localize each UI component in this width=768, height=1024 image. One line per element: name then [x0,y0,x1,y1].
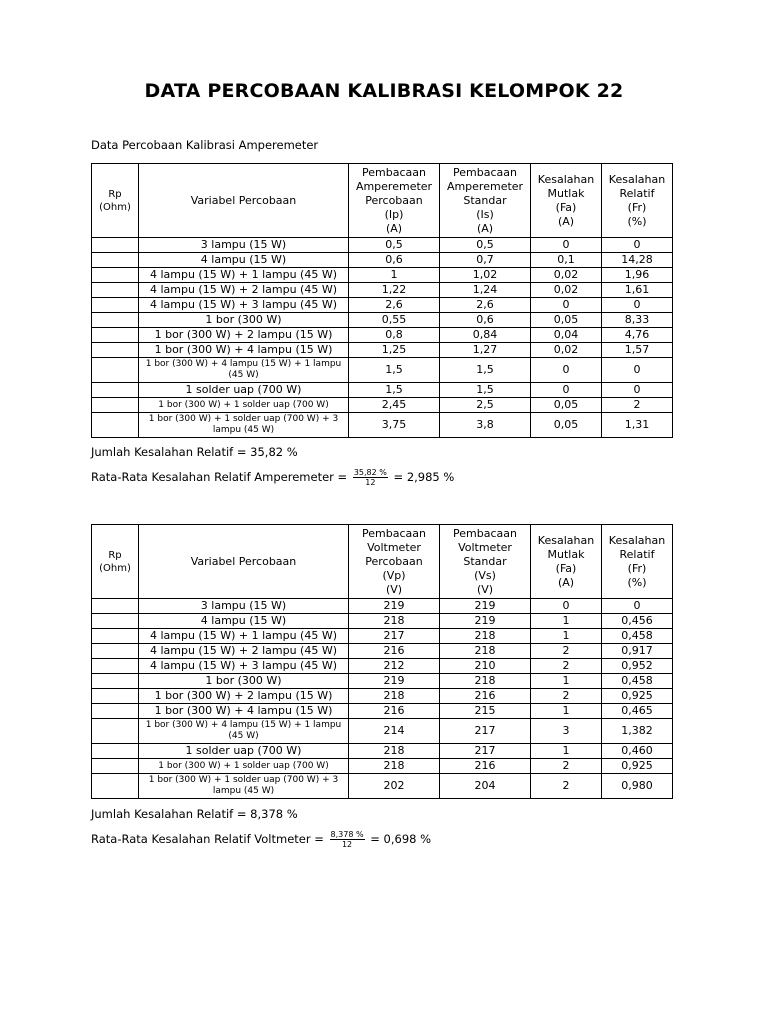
header-line: (Fa) [555,200,577,214]
amperemeter-sum: Jumlah Kesalahan Relatif = 35,82 % [91,445,298,459]
cell-a: 2,6 [349,298,440,313]
cell-a: 218 [349,614,440,629]
cell-a: 3,75 [349,413,440,438]
cell-var: 1 bor (300 W) [139,674,349,689]
cell-a: 216 [349,644,440,659]
rp-cell [92,719,139,744]
cell-fr: 0,925 [602,689,673,704]
voltmeter-average [91,830,431,849]
header-line: Percobaan [365,554,423,568]
header-line: (%) [627,214,647,228]
cell-var: 3 lampu (15 W) [139,599,349,614]
cell-fr: 1,57 [602,343,673,358]
cell-a: 0,5 [349,238,440,253]
cell-var: 1 bor (300 W) + 4 lampu (15 W) + 1 lampu (45 W) [139,719,349,744]
table-row [92,629,673,644]
cell-fr: 1,96 [602,268,673,283]
amperemeter-average-result: = 2,985 % [393,470,455,484]
table-row [92,614,673,629]
header-line: Pembacaan [362,526,426,540]
cell-var: 4 lampu (15 W) [139,614,349,629]
header-line: Percobaan [365,193,423,207]
header-line: (A) [385,221,403,235]
cell-fa: 1 [531,629,602,644]
amperemeter-average [91,468,454,487]
header-c4 [440,525,531,599]
table-row [92,268,673,283]
voltmeter-table [91,524,673,799]
cell-fa: 2 [531,659,602,674]
cell-fa: 0 [531,383,602,398]
header-line: (Fa) [555,561,577,575]
cell-var: 1 bor (300 W) + 2 lampu (15 W) [139,328,349,343]
rp-cell [92,268,139,283]
rp-cell [92,629,139,644]
cell-var: 1 solder uap (700 W) [139,383,349,398]
cell-fa: 0,04 [531,328,602,343]
header-line: Standar [463,554,507,568]
table-row [92,253,673,268]
cell-a: 216 [349,704,440,719]
cell-b: 2,6 [440,298,531,313]
rp-cell [92,383,139,398]
cell-var: 1 bor (300 W) + 1 solder uap (700 W) + 3 lampu (45 W) [139,413,349,438]
cell-b: 218 [440,629,531,644]
header-line: Amperemeter [446,179,524,193]
cell-fr: 0,952 [602,659,673,674]
cell-fa: 1 [531,614,602,629]
table-row [92,774,673,799]
rp-cell [92,358,139,383]
header-line: Voltmeter [458,540,512,554]
header-line: (Ohm) [99,201,131,213]
cell-fa: 0,02 [531,268,602,283]
header-line: Pembacaan [453,165,517,179]
header-line: Amperemeter [355,179,433,193]
table-row [92,704,673,719]
cell-var: 4 lampu (15 W) [139,253,349,268]
cell-a: 217 [349,629,440,644]
rp-cell [92,674,139,689]
header-line: Pembacaan [362,165,426,179]
cell-fr: 0,917 [602,644,673,659]
header-line: (Fr) [627,200,647,214]
header-c6 [602,525,673,599]
cell-var: 4 lampu (15 W) + 2 lampu (45 W) [139,644,349,659]
cell-b: 219 [440,614,531,629]
header-line: Relatif [619,186,655,200]
table-row [92,759,673,774]
rp-cell [92,774,139,799]
voltmeter-sum: Jumlah Kesalahan Relatif = 8,378 % [91,807,298,821]
cell-b: 1,24 [440,283,531,298]
header-c5 [531,164,602,238]
cell-b: 0,6 [440,313,531,328]
rp-cell [92,298,139,313]
rp-cell [92,313,139,328]
header-c3 [349,525,440,599]
cell-fr: 0,465 [602,704,673,719]
cell-fa: 1 [531,704,602,719]
cell-b: 204 [440,774,531,799]
header-line: (Vp) [382,568,406,582]
cell-a: 218 [349,689,440,704]
cell-b: 3,8 [440,413,531,438]
cell-b: 218 [440,644,531,659]
cell-fa: 2 [531,689,602,704]
cell-fr: 2 [602,398,673,413]
table-row [92,328,673,343]
cell-var: 1 solder uap (700 W) [139,744,349,759]
cell-a: 1,25 [349,343,440,358]
cell-a: 0,6 [349,253,440,268]
cell-b: 210 [440,659,531,674]
cell-fa: 0 [531,358,602,383]
cell-fa: 0,05 [531,313,602,328]
cell-a: 1,5 [349,383,440,398]
cell-b: 218 [440,674,531,689]
cell-var: 1 bor (300 W) + 4 lampu (15 W) [139,704,349,719]
cell-a: 1,5 [349,358,440,383]
cell-var: 1 bor (300 W) + 2 lampu (15 W) [139,689,349,704]
cell-b: 219 [440,599,531,614]
header-line: (V) [385,582,403,596]
table-row [92,413,673,438]
voltmeter-average-fraction [330,830,365,849]
header-line: (A) [557,575,575,589]
header-line: Kesalahan [608,172,666,186]
cell-fr: 0 [602,358,673,383]
header-line: Standar [463,193,507,207]
header-line: (V) [476,582,494,596]
rp-cell [92,599,139,614]
cell-a: 202 [349,774,440,799]
table-row [92,644,673,659]
cell-var: 4 lampu (15 W) + 2 lampu (45 W) [139,283,349,298]
cell-a: 1,22 [349,283,440,298]
cell-fa: 0,05 [531,413,602,438]
cell-b: 0,84 [440,328,531,343]
table-row [92,238,673,253]
cell-fa: 0 [531,599,602,614]
cell-fa: 1 [531,744,602,759]
cell-b: 1,5 [440,358,531,383]
cell-fr: 0,460 [602,744,673,759]
cell-var: 1 bor (300 W) [139,313,349,328]
rp-cell [92,614,139,629]
header-line: Rp [108,188,122,200]
rp-cell [92,253,139,268]
header-line: Kesalahan [537,172,595,186]
cell-a: 2,45 [349,398,440,413]
header-c4 [440,164,531,238]
header-c6 [602,164,673,238]
header-line: Kesalahan [537,533,595,547]
cell-fr: 0 [602,599,673,614]
rp-cell [92,689,139,704]
cell-fr: 1,382 [602,719,673,744]
cell-fa: 0,1 [531,253,602,268]
header-line: (A) [476,221,494,235]
header-var: Variabel Percobaan [139,525,349,599]
header-line: Mutlak [547,547,585,561]
cell-fa: 0,02 [531,343,602,358]
cell-fr: 1,61 [602,283,673,298]
cell-fa: 1 [531,674,602,689]
cell-var: 1 bor (300 W) + 1 solder uap (700 W) [139,759,349,774]
cell-b: 0,5 [440,238,531,253]
cell-b: 0,7 [440,253,531,268]
cell-fa: 2 [531,644,602,659]
cell-b: 216 [440,759,531,774]
rp-cell [92,659,139,674]
rp-cell [92,238,139,253]
page-title: DATA PERCOBAAN KALIBRASI KELOMPOK 22 [144,80,624,102]
cell-fa: 0,02 [531,283,602,298]
header-line: Rp [108,549,122,561]
header-line: Relatif [619,547,655,561]
table-row [92,689,673,704]
cell-fr: 1,31 [602,413,673,438]
rp-cell [92,413,139,438]
cell-b: 217 [440,744,531,759]
cell-a: 0,8 [349,328,440,343]
cell-b: 1,27 [440,343,531,358]
cell-b: 216 [440,689,531,704]
table-row [92,283,673,298]
table-row [92,298,673,313]
cell-a: 218 [349,744,440,759]
cell-fr: 0,925 [602,759,673,774]
fraction-numerator: 8,378 % [330,830,364,839]
header-c5 [531,525,602,599]
table-row [92,343,673,358]
table-row [92,313,673,328]
header-line: Pembacaan [453,526,517,540]
header-rp [92,525,139,599]
header-line: (A) [557,214,575,228]
cell-var: 4 lampu (15 W) + 1 lampu (45 W) [139,268,349,283]
cell-fr: 0,458 [602,674,673,689]
fraction-denominator: 12 [341,840,353,849]
rp-cell [92,343,139,358]
amperemeter-table [91,163,673,438]
cell-fa: 0,05 [531,398,602,413]
cell-fr: 0 [602,383,673,398]
amperemeter-average-fraction [353,468,388,487]
cell-fr: 8,33 [602,313,673,328]
fraction-denominator: 12 [365,478,376,487]
header-c3 [349,164,440,238]
header-line: (Ohm) [99,562,131,574]
section-subtitle: Data Percobaan Kalibrasi Amperemeter [91,138,319,152]
rp-cell [92,704,139,719]
rp-cell [92,644,139,659]
cell-fa: 3 [531,719,602,744]
cell-a: 219 [349,599,440,614]
table-row [92,358,673,383]
cell-b: 1,5 [440,383,531,398]
cell-a: 218 [349,759,440,774]
cell-a: 212 [349,659,440,674]
rp-cell [92,744,139,759]
table-row [92,383,673,398]
cell-a: 0,55 [349,313,440,328]
cell-fr: 4,76 [602,328,673,343]
cell-var: 4 lampu (15 W) + 3 lampu (45 W) [139,659,349,674]
rp-cell [92,759,139,774]
header-row [92,525,673,599]
header-line: Mutlak [547,186,585,200]
cell-var: 1 bor (300 W) + 4 lampu (15 W) [139,343,349,358]
cell-fa: 0 [531,298,602,313]
cell-a: 214 [349,719,440,744]
cell-fa: 0 [531,238,602,253]
cell-var: 1 bor (300 W) + 1 solder uap (700 W) + 3 lampu (45 W) [139,774,349,799]
cell-fa: 2 [531,774,602,799]
header-line: (Ip) [384,207,404,221]
table-row [92,398,673,413]
cell-var: 1 bor (300 W) + 4 lampu (15 W) + 1 lampu (45 W) [139,358,349,383]
cell-fr: 0 [602,298,673,313]
cell-fr: 0,458 [602,629,673,644]
header-rp [92,164,139,238]
table-row [92,674,673,689]
table-row [92,599,673,614]
cell-b: 215 [440,704,531,719]
amperemeter-average-label: Rata-Rata Kesalahan Relatif Amperemeter = [91,470,348,484]
cell-b: 217 [440,719,531,744]
cell-var: 4 lampu (15 W) + 1 lampu (45 W) [139,629,349,644]
fraction-numerator: 35,82 % [353,468,387,477]
header-line: Kesalahan [608,533,666,547]
header-line: (Vs) [474,568,496,582]
cell-b: 2,5 [440,398,531,413]
cell-var: 1 bor (300 W) + 1 solder uap (700 W) [139,398,349,413]
voltmeter-average-label: Rata-Rata Kesalahan Relatif Voltmeter = [91,832,324,846]
table-row [92,744,673,759]
cell-fr: 0,980 [602,774,673,799]
cell-var: 4 lampu (15 W) + 3 lampu (45 W) [139,298,349,313]
voltmeter-average-result: = 0,698 % [370,832,432,846]
rp-cell [92,328,139,343]
header-row [92,164,673,238]
cell-a: 1 [349,268,440,283]
header-line: (Is) [476,207,494,221]
table-row [92,659,673,674]
cell-fa: 2 [531,759,602,774]
cell-fr: 14,28 [602,253,673,268]
cell-a: 219 [349,674,440,689]
cell-fr: 0,456 [602,614,673,629]
cell-var: 3 lampu (15 W) [139,238,349,253]
cell-b: 1,02 [440,268,531,283]
rp-cell [92,283,139,298]
cell-fr: 0 [602,238,673,253]
table-row [92,719,673,744]
header-line: (Fr) [627,561,647,575]
rp-cell [92,398,139,413]
header-line: (%) [627,575,647,589]
header-line: Voltmeter [367,540,421,554]
header-var: Variabel Percobaan [139,164,349,238]
